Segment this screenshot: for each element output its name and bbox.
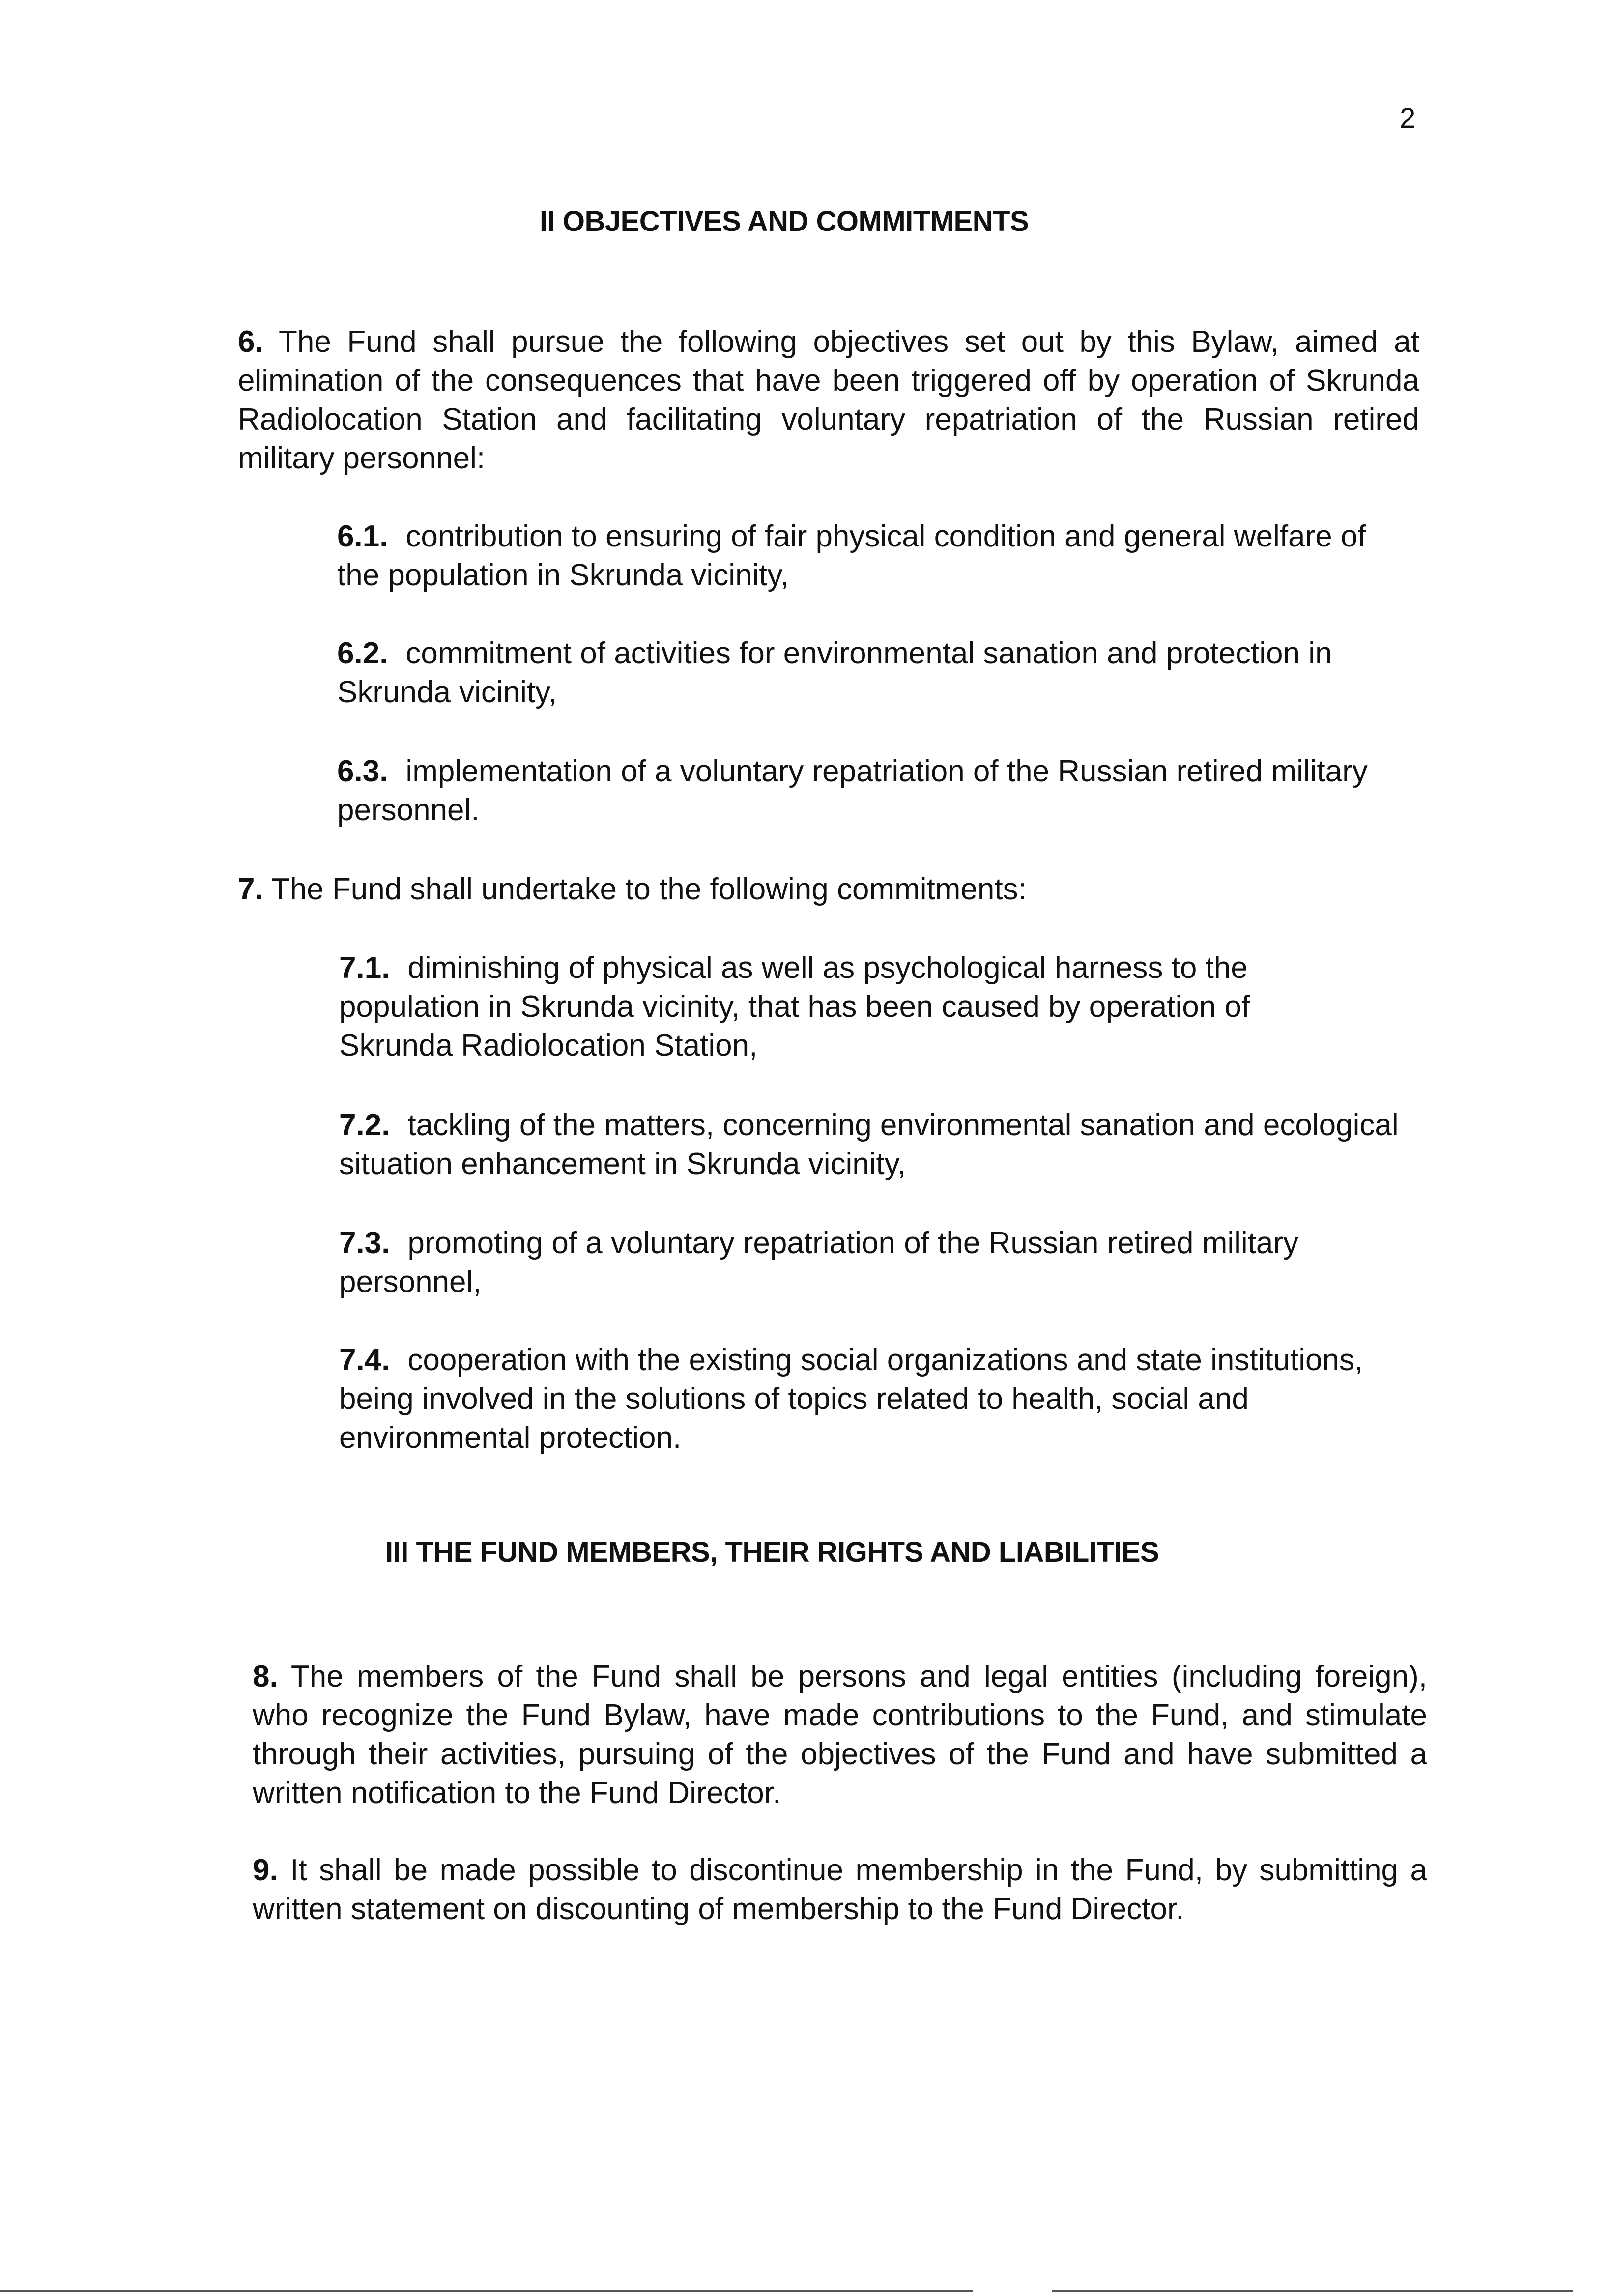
paragraph-text: The Fund shall undertake to the following commitments: [263,872,1027,906]
item-6-3 [337,752,1369,830]
item-text: contribution to ensuring of fair physical condition and general welfare of the population in Skrunda vicinity, [337,519,1366,592]
item-number: 6.3. [337,754,388,788]
item-text: implementation of a voluntary repatriation of the Russian retired military personnel. [337,754,1368,827]
item-7-2 [339,1106,1445,1183]
item-7-3 [339,1224,1371,1301]
item-number: 6.2. [337,636,388,670]
item-number: 7.2. [339,1108,390,1142]
paragraph-number: 9. [253,1853,278,1887]
paragraph-8 [253,1657,1427,1812]
item-number: 6.1. [337,519,388,553]
item-number: 7.4. [339,1343,390,1377]
paragraph-9 [253,1851,1427,1928]
paragraph-7 [238,870,1419,909]
item-text: diminishing of physical as well as psychological harness to the population in Skrunda vicinity, that has been caused by operation of Skrunda Radiolocation Station, [339,951,1250,1062]
paragraph-number: 6. [238,325,263,359]
item-number: 7.1. [339,951,390,985]
paragraph-text: It shall be made possible to discontinue membership in the Fund, by submitting a written statement on discounting of membership to the Fund Director. [253,1853,1427,1926]
item-number: 7.3. [339,1226,390,1260]
item-text: commitment of activities for environmental sanation and protection in Skrunda vicinity, [337,636,1332,709]
paragraph-number: 7. [238,872,263,906]
item-6-1 [337,517,1369,595]
paragraph-text: The members of the Fund shall be persons and legal entities (including foreign), who recognize the Fund Bylaw, have made contributions to the Fund, and stimulate through their activities, pursuing of the objectives of the Fund and have submitted a written notification to the Fund Director. [253,1660,1427,1810]
item-6-2 [337,634,1369,712]
item-text: cooperation with the existing social organizations and state institutions, being involved in the solutions of topics related to health, social and environmental protection. [339,1343,1363,1455]
item-7-4 [339,1341,1371,1457]
paragraph-6 [238,322,1419,478]
item-7-1 [339,948,1371,1065]
paragraph-text: The Fund shall pursue the following objectives set out by this Bylaw, aimed at elimination of the consequences that have been triggered off by operation of Skrunda Radiolocation Station and facilitating voluntary repatriation of the Russian retired military personnel: [238,325,1419,475]
section-heading-objectives: II OBJECTIVES AND COMMITMENTS [540,205,1029,237]
item-text: tackling of the matters, concerning environmental sanation and ecological situation enhancement in Skrunda vicinity, [339,1108,1399,1181]
footer-rule-left [0,2290,973,2292]
footer-rule-right [1052,2290,1573,2292]
item-text: promoting of a voluntary repatriation of the Russian retired military personnel, [339,1226,1299,1299]
section-heading-members: III THE FUND MEMBERS, THEIR RIGHTS AND LIABILITIES [385,1536,1159,1568]
page-number: 2 [1400,102,1416,134]
paragraph-number: 8. [253,1660,278,1693]
